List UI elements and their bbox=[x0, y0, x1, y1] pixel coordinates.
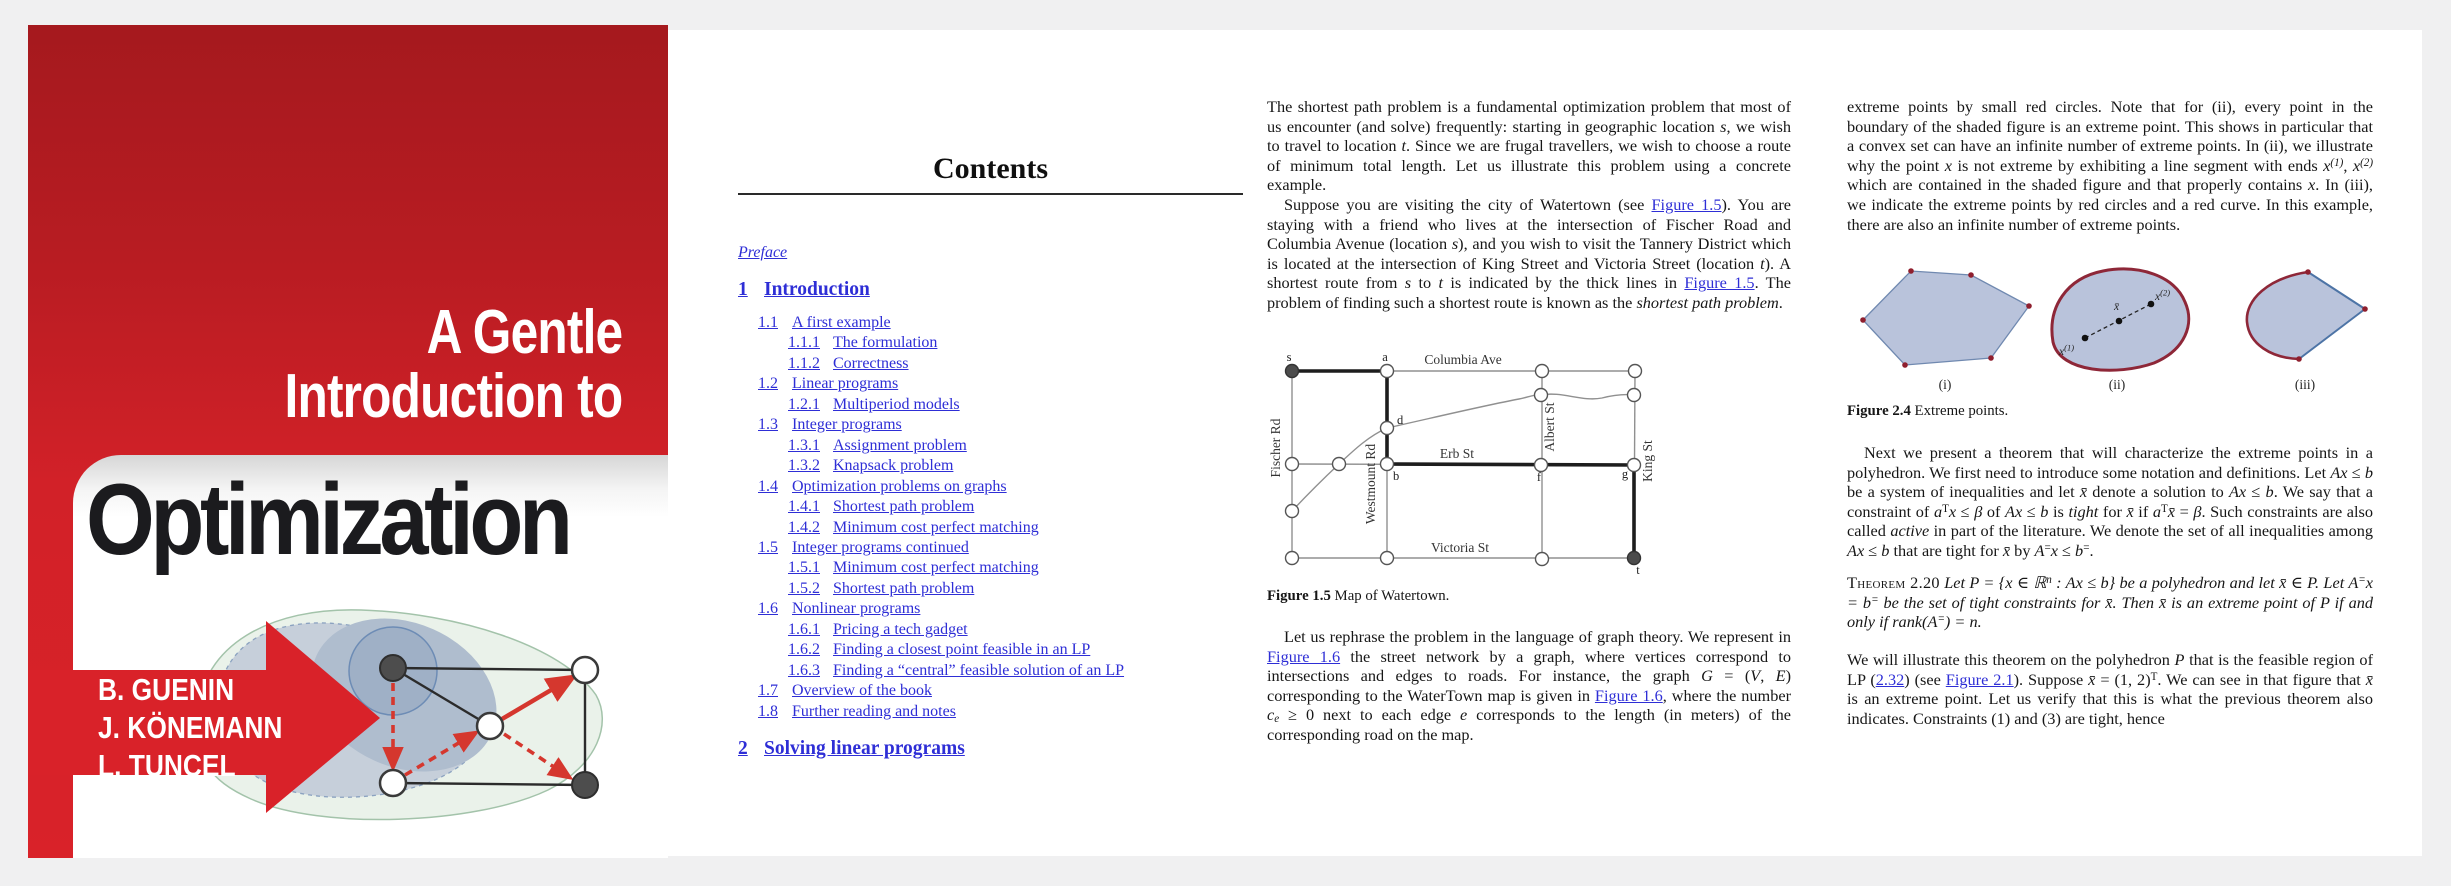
fig-shape-iii bbox=[2247, 269, 2368, 362]
text-run: x̄ bbox=[2088, 669, 2096, 689]
toc-item-label[interactable]: Multiperiod models bbox=[833, 395, 960, 413]
cover-title-line1: A Gentle bbox=[426, 298, 622, 367]
text-run: Ax bbox=[2228, 482, 2247, 502]
text-run: β bbox=[1974, 501, 1983, 521]
toc-item-num[interactable]: 1.5.2 bbox=[788, 579, 820, 597]
page-left-text-top bbox=[1267, 97, 1791, 313]
toc-item-num[interactable]: 1.8 bbox=[758, 702, 778, 720]
caption-text: Extreme points. bbox=[1910, 403, 2009, 419]
street-label-erb: Erb St bbox=[1439, 446, 1475, 461]
toc-preface-row bbox=[738, 243, 1258, 263]
figure-map-caption bbox=[1267, 588, 1449, 605]
toc-item-row bbox=[738, 558, 1258, 578]
toc-item-row bbox=[738, 702, 1258, 722]
inline-link[interactable]: Figure 1.5 bbox=[1684, 273, 1755, 293]
text-run: ) (see bbox=[1904, 669, 1946, 689]
text-run: = bbox=[2044, 541, 2051, 554]
text-run: x̄ bbox=[2079, 482, 2088, 502]
text-run: x̄ bbox=[2365, 669, 2374, 689]
toc-item-label[interactable]: Finding a “central” feasible solution of an LP bbox=[833, 661, 1125, 679]
text-run: A bbox=[2034, 540, 2045, 560]
toc-item-row bbox=[738, 497, 1258, 517]
toc-preface-link[interactable]: Preface bbox=[738, 244, 788, 261]
toc-item-label[interactable]: Integer programs continued bbox=[792, 538, 969, 556]
text-run: ), and you wish to visit the Tannery District which is located at the intersection of King Street and Victoria Street (location bbox=[1267, 234, 1791, 273]
page-right-text-top bbox=[1847, 97, 2373, 234]
text-run: to bbox=[1411, 273, 1439, 293]
text-run: ≥ 0 next to each edge bbox=[1279, 705, 1461, 725]
text-run: x bbox=[1944, 155, 1953, 175]
toc-item-num[interactable]: 1.2.1 bbox=[788, 395, 820, 413]
toc-item-label[interactable]: A first example bbox=[792, 314, 891, 331]
toc-item-label[interactable]: Pricing a tech gadget bbox=[833, 620, 968, 638]
text-run: b bbox=[2265, 482, 2274, 502]
text-run: is an extreme point. Let us verify that this is what the previous theorem also indicates. Constraints (1) and (3) are tight, hence bbox=[1847, 689, 2373, 728]
text-run: s bbox=[1451, 234, 1459, 254]
text-run: = bbox=[2174, 501, 2194, 521]
text-run: Theorem 2.20 bbox=[1847, 573, 1940, 592]
paragraph bbox=[1847, 443, 2373, 561]
toc-item-num[interactable]: 1.3.2 bbox=[788, 457, 820, 475]
text-run: that is the feasible region of LP ( bbox=[1847, 650, 2373, 689]
toc-item-num[interactable]: 1.6.1 bbox=[788, 620, 820, 638]
fig-shape-i bbox=[1860, 268, 2032, 368]
text-run: b bbox=[2364, 462, 2374, 482]
toc-item-label[interactable]: Assignment problem bbox=[833, 436, 967, 454]
toc-item-row bbox=[738, 374, 1258, 394]
inline-link[interactable]: Figure 2.1 bbox=[1945, 669, 2014, 689]
text-run: extreme points by small red circles. Note that for (ii), every point in the boundary of the shaded figure is an extreme point. This shows in particular that a convex set can have an infinite number of extreme points. In (ii), we illustrate why the point bbox=[1847, 97, 2373, 175]
text-run: x bbox=[2308, 175, 2316, 195]
text-run: x̄ bbox=[2167, 501, 2175, 521]
text-run: e bbox=[1274, 713, 1280, 726]
toc-item-num[interactable]: 1.1 bbox=[758, 314, 778, 331]
text-run: . bbox=[1778, 292, 1783, 312]
contents-rule bbox=[738, 193, 1243, 195]
node-label-g: g bbox=[1621, 467, 1629, 481]
text-run: , where the number bbox=[1662, 685, 1791, 705]
toc-item-num[interactable]: 1.3 bbox=[758, 416, 778, 434]
street-label-westmount: Westmount Rd bbox=[1363, 443, 1378, 525]
text-run: T bbox=[2160, 502, 2168, 515]
toc-item-row bbox=[738, 538, 1258, 558]
paragraph bbox=[1847, 97, 2373, 234]
text-run: Ax bbox=[2330, 462, 2348, 482]
cover-title-main: Optimization bbox=[86, 464, 569, 576]
text-run: = bbox=[1937, 613, 1945, 626]
text-run: . bbox=[2089, 540, 2094, 560]
toc-item-row bbox=[738, 599, 1258, 619]
toc-item-row bbox=[738, 395, 1258, 415]
toc-item-num[interactable]: 1.1.2 bbox=[788, 354, 820, 372]
toc-item-label[interactable]: Further reading and notes bbox=[792, 702, 956, 720]
toc-item-num[interactable]: 1.7 bbox=[758, 682, 778, 700]
text-run: e bbox=[1460, 705, 1468, 725]
toc-item-label[interactable]: Shortest path problem bbox=[833, 498, 975, 516]
text-run: = (1, 2) bbox=[2095, 669, 2151, 689]
text-run: = bbox=[1871, 593, 1879, 606]
text-run: active bbox=[1890, 521, 1930, 541]
caption-label: Figure 1.5 bbox=[1267, 588, 1331, 604]
text-run: . Since we are frugal travellers, we wish to choose a route of minimum total length. Let us illustrate this problem using a concrete example. bbox=[1267, 136, 1791, 195]
text-run: b bbox=[2075, 540, 2084, 560]
text-run: n bbox=[2046, 574, 2052, 587]
text-run: ). You are staying with a friend who lives at the intersection of Fischer Road and Columbia Avenue (location bbox=[1267, 194, 1791, 254]
page-right-text-bottom bbox=[1847, 650, 2373, 728]
inline-link[interactable]: 2.32 bbox=[1875, 669, 1905, 689]
text-run: is not extreme by exhibiting a line segment with ends bbox=[1952, 155, 2324, 175]
toc-item-label[interactable]: Finding a closest point feasible in an LP bbox=[833, 641, 1091, 659]
text-run: t bbox=[1760, 253, 1765, 273]
toc-item-num[interactable]: 1.1.1 bbox=[788, 334, 820, 352]
text-run: in part of the literature. We denote the set of all inequalities among bbox=[1929, 521, 2373, 541]
text-run: (2) bbox=[2360, 156, 2374, 169]
text-run: s bbox=[1404, 273, 1412, 293]
text-run: G bbox=[1701, 666, 1713, 686]
text-run: is bbox=[2048, 501, 2069, 521]
text-run: that are tight for bbox=[1889, 540, 2003, 560]
text-run: denote a solution to bbox=[2087, 482, 2229, 502]
fig-label-i: (i) bbox=[1938, 377, 1952, 392]
paragraph bbox=[1847, 650, 2373, 728]
toc-item-row bbox=[738, 620, 1258, 640]
toc-item-label[interactable]: Minimum cost perfect matching bbox=[833, 518, 1039, 536]
toc-chapter-row bbox=[738, 276, 1258, 303]
figure-extreme-points bbox=[1853, 262, 2371, 396]
text-run: Ax bbox=[2005, 501, 2023, 521]
toc-item-label[interactable]: Optimization problems on graphs bbox=[792, 477, 1007, 495]
toc-item-row bbox=[738, 333, 1258, 353]
fig-sublabels bbox=[1939, 377, 2316, 392]
toc-item-label[interactable]: Integer programs bbox=[792, 416, 902, 434]
text-run: t bbox=[1401, 136, 1407, 156]
cover-title bbox=[284, 298, 622, 431]
text-run: x bbox=[2050, 540, 2058, 560]
text-run: a bbox=[1933, 501, 1943, 521]
toc-list bbox=[738, 243, 1258, 762]
inline-link[interactable]: Figure 1.6 bbox=[1267, 646, 1341, 666]
text-run: b bbox=[2040, 501, 2049, 521]
text-run: ≤ bbox=[2022, 501, 2041, 521]
text-run: a bbox=[2152, 501, 2161, 521]
paragraph bbox=[1267, 97, 1791, 195]
contents-title: Contents bbox=[932, 152, 1048, 185]
text-run: . We can see in that figure that bbox=[2157, 669, 2366, 689]
text-run: , bbox=[1760, 666, 1776, 686]
toc-chapter-title[interactable]: Solving linear programs bbox=[764, 738, 965, 760]
text-run: ≤ bbox=[2347, 462, 2365, 482]
inline-link[interactable]: Figure 1.5 bbox=[1651, 194, 1722, 214]
page-right-text-mid bbox=[1847, 443, 2373, 561]
text-run: . In (iii), we indicate the extreme points by red circles and a red curve. In this example, there are also an infinite number of extreme points. bbox=[1847, 175, 2373, 234]
node-label-d: d bbox=[1397, 413, 1404, 427]
toc-item-row bbox=[738, 661, 1258, 681]
text-run: c bbox=[1267, 705, 1275, 725]
point-label-x1: $x^{(1)}$ bbox=[2059, 342, 2075, 358]
text-run: of bbox=[1982, 501, 2006, 521]
text-run: . Such constraints are also called bbox=[1847, 501, 2374, 541]
theorem-paragraph bbox=[1847, 573, 2373, 632]
figure-extreme-caption bbox=[1847, 403, 2008, 420]
text-run: T bbox=[1942, 502, 1949, 515]
text-run: β bbox=[2193, 501, 2202, 521]
text-run: corresponds to the length (in meters) of the corresponding road on the map. bbox=[1267, 705, 1791, 744]
text-run: = ( bbox=[1712, 666, 1751, 686]
text-run: E bbox=[1775, 666, 1786, 686]
toc-item-num[interactable]: 1.4.2 bbox=[788, 518, 820, 536]
toc-item-label[interactable]: The formulation bbox=[833, 334, 938, 352]
cover-title-line2: Introduction to bbox=[284, 362, 622, 431]
toc-item-num[interactable]: 1.5.1 bbox=[788, 559, 820, 577]
toc-chapter-title[interactable]: Introduction bbox=[764, 279, 870, 300]
toc-item-row bbox=[738, 313, 1258, 333]
text-run: Suppose you are visiting the city of Watertown (see bbox=[1284, 194, 1652, 214]
caption-text: Map of Watertown. bbox=[1330, 588, 1450, 604]
text-run: x̄ bbox=[2126, 501, 2134, 521]
text-run: b bbox=[1881, 540, 1890, 560]
text-run: ≤ bbox=[1864, 540, 1882, 560]
text-run: : Ax ≤ b} be a polyhedron and let x̄ ∈ P. Let A bbox=[2051, 573, 2359, 592]
caption-label: Figure 2.4 bbox=[1847, 403, 1911, 419]
street-label-king: King St bbox=[1640, 440, 1655, 482]
paragraph bbox=[1267, 627, 1791, 745]
text-run: (1) bbox=[2330, 156, 2344, 169]
text-run: s bbox=[1720, 116, 1727, 136]
toc-item-row bbox=[738, 681, 1258, 701]
text-run: ≤ bbox=[1956, 501, 1975, 521]
text-run: is indicated by the thick lines in bbox=[1442, 273, 1685, 293]
fig-label-iii: (iii) bbox=[2294, 377, 2316, 392]
toc-item-num[interactable]: 1.2 bbox=[758, 375, 778, 393]
toc-item-label[interactable]: Knapsack problem bbox=[833, 457, 954, 475]
node-label-t: t bbox=[1636, 563, 1640, 577]
toc-item-row bbox=[738, 415, 1258, 435]
street-label-victoria: Victoria St bbox=[1430, 540, 1490, 555]
text-run: T bbox=[2150, 670, 2158, 683]
toc-item-num[interactable]: 1.5 bbox=[758, 538, 778, 556]
text-run: t bbox=[1438, 273, 1443, 293]
map-node-s bbox=[1286, 365, 1299, 378]
text-run: ≤ bbox=[2057, 540, 2076, 560]
node-label-a: a bbox=[1382, 350, 1388, 364]
toc-item-row bbox=[738, 436, 1258, 456]
text-run: tight bbox=[2068, 501, 2099, 521]
text-run: ) = n. bbox=[1944, 612, 1982, 632]
street-label-columbia: Columbia Ave bbox=[1424, 352, 1502, 367]
toc-item-row bbox=[738, 456, 1258, 476]
toc-item-num[interactable]: 1.4 bbox=[758, 477, 778, 495]
figure-map-watertown bbox=[1267, 350, 1669, 586]
text-run: = bbox=[2358, 574, 2366, 587]
toc-item-label[interactable]: Nonlinear programs bbox=[792, 600, 921, 618]
cover-author: J. KÖNEMANN bbox=[98, 710, 283, 745]
node-label-s: s bbox=[1286, 350, 1292, 364]
toc-item-num[interactable]: 1.4.1 bbox=[788, 498, 820, 516]
text-run: Ax bbox=[1847, 540, 1865, 560]
toc-item-row bbox=[738, 579, 1258, 599]
point-label-x2: $x^{(2)}$ bbox=[2155, 287, 2171, 303]
toc-item-row bbox=[738, 640, 1258, 660]
text-run: x̄ bbox=[2002, 540, 2011, 560]
text-run: which are contained in the shaded figure and that properly contains bbox=[1847, 175, 2308, 195]
text-run: ). A shortest route from bbox=[1267, 253, 1792, 293]
toc-item-label[interactable]: Correctness bbox=[833, 354, 909, 372]
text-run: be a system of inequalities and let bbox=[1847, 482, 2080, 502]
text-run: if bbox=[2133, 501, 2153, 521]
text-run: . The problem of finding such a shortest route is known as the bbox=[1267, 273, 1791, 312]
text-run: x = b bbox=[1847, 573, 2373, 612]
toc-item-num[interactable]: 1.6 bbox=[758, 600, 778, 618]
cover-author: B. GUENIN bbox=[98, 672, 235, 707]
fig-label-ii: (ii) bbox=[2108, 377, 2126, 392]
toc-item-row bbox=[738, 518, 1258, 538]
text-run: the street network by a graph, where vertices correspond to intersections and edges to roads. For instance, the graph bbox=[1267, 646, 1792, 686]
paragraph bbox=[1267, 195, 1791, 313]
text-run: ) corresponding to the WaterTown map is given in bbox=[1267, 666, 1792, 705]
map-street-labels bbox=[1268, 352, 1655, 555]
text-run: V bbox=[1750, 666, 1761, 686]
text-run: for bbox=[2098, 501, 2127, 521]
toc-item-num[interactable]: 1.3.1 bbox=[788, 436, 820, 454]
cover-author: L. TUNÇEL bbox=[98, 748, 236, 783]
book-cover bbox=[28, 25, 668, 858]
page-left-text-bottom bbox=[1267, 627, 1791, 745]
point-label-xbar: x̄ bbox=[2114, 301, 2120, 313]
text-run: Next we present a theorem that will characterize the extreme points in a polyhedron. We first need to introduce some notation and definitions. Let bbox=[1847, 443, 2373, 482]
toc-chapter-num[interactable]: 1 bbox=[738, 279, 748, 300]
fig-shape-ii bbox=[2052, 269, 2189, 370]
text-run: x bbox=[2352, 155, 2361, 175]
text-run: . We say that a constraint of bbox=[1847, 482, 2374, 521]
toc-items bbox=[738, 313, 1258, 722]
text-run: by bbox=[2010, 540, 2035, 560]
text-run: x bbox=[2323, 155, 2331, 175]
toc-item-label[interactable]: Minimum cost perfect matching bbox=[833, 559, 1039, 577]
text-run: be the set of tight constraints for x̄. Then x̄ is an extreme point of P if and only if rank(A bbox=[1847, 592, 2373, 632]
text-run: P bbox=[2174, 650, 2185, 669]
node-label-b: b bbox=[1393, 469, 1400, 483]
toc-chapter-row bbox=[738, 735, 1258, 762]
toc-item-label[interactable]: Overview of the book bbox=[792, 682, 932, 700]
cover-authors bbox=[98, 671, 282, 785]
text-run: We will illustrate this theorem on the polyhedron bbox=[1847, 650, 2175, 669]
text-run: The shortest path problem is a fundamental optimization problem that most of us encounter (and solve) frequently: starting in geographic location bbox=[1267, 97, 1791, 136]
toc-item-num[interactable]: 1.6.3 bbox=[788, 661, 820, 679]
toc-item-label[interactable]: Linear programs bbox=[792, 375, 899, 393]
text-run: ≤ bbox=[2246, 482, 2266, 502]
text-run: shortest path problem bbox=[1636, 292, 1779, 312]
text-run: , we wish to travel to location bbox=[1267, 116, 1792, 156]
text-run: , bbox=[2343, 155, 2353, 175]
toc-item-row bbox=[738, 354, 1258, 374]
text-run: x bbox=[1948, 501, 1957, 521]
toc-item-label[interactable]: Shortest path problem bbox=[833, 579, 975, 597]
node-label-f: f bbox=[1536, 470, 1542, 484]
street-label-fischer: Fischer Rd bbox=[1268, 418, 1283, 478]
theorem-block bbox=[1847, 573, 2373, 632]
street-label-albert: Albert St bbox=[1542, 402, 1557, 452]
text-run: = bbox=[2083, 541, 2090, 554]
text-run: ). Suppose bbox=[2013, 669, 2089, 689]
text-run: Let P = {x ∈ ℝ bbox=[1939, 573, 2047, 592]
text-run: Let us rephrase the problem in the language of graph theory. We represent in bbox=[1284, 627, 1791, 646]
toc-chapter-num[interactable]: 2 bbox=[738, 738, 748, 760]
toc-item-num[interactable]: 1.6.2 bbox=[788, 641, 820, 659]
toc-item-row bbox=[738, 477, 1258, 497]
inline-link[interactable]: Figure 1.6 bbox=[1594, 685, 1663, 705]
